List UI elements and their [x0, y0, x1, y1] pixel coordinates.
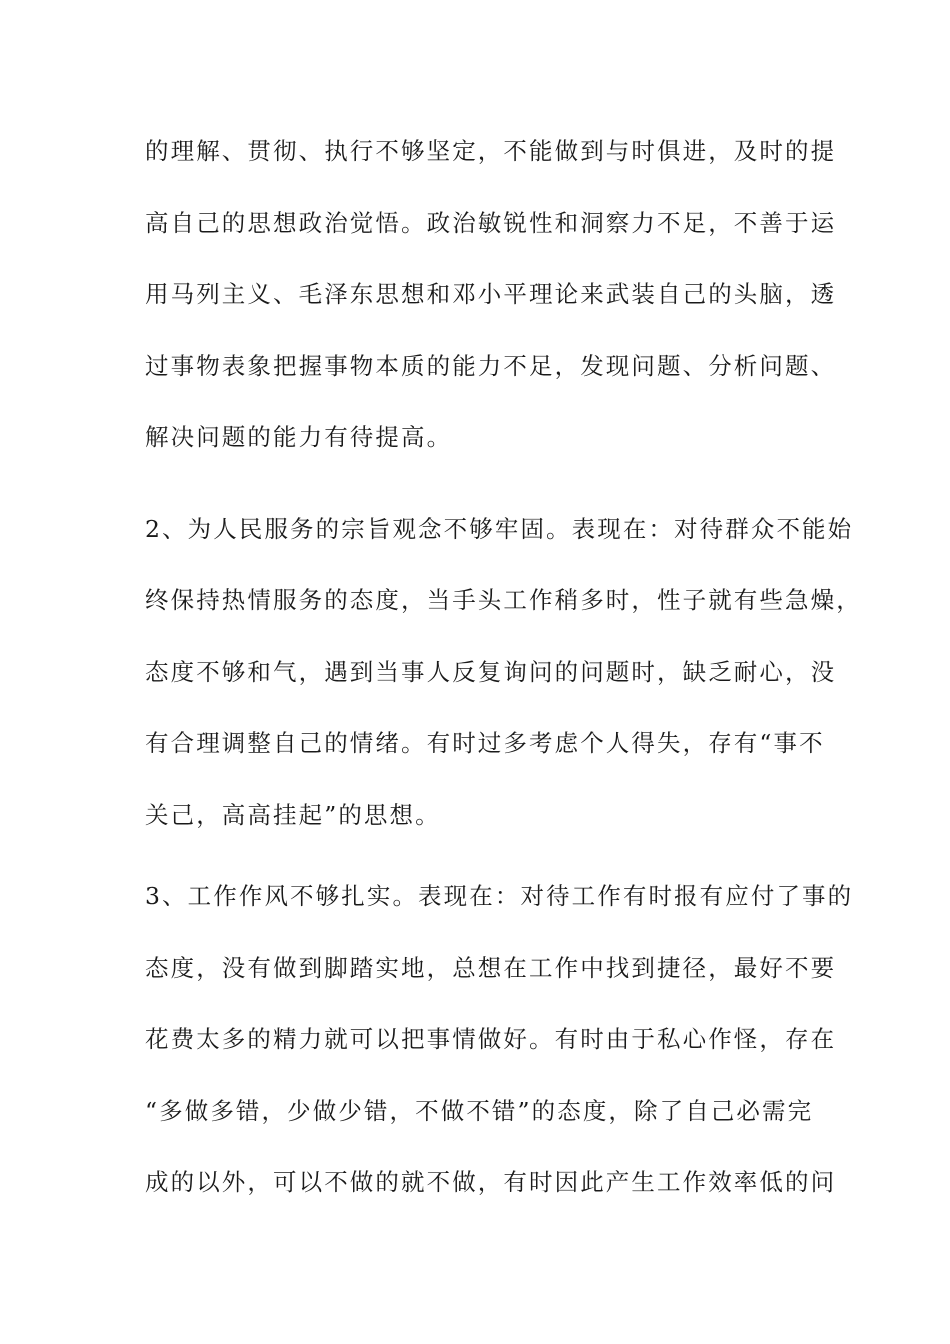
text-line: 有合理调整自己的情绪。有时过多考虑个人得失，存有“事不	[145, 729, 825, 757]
text-line: 终保持热情服务的态度，当手头工作稍多时，性子就有些急燥，	[145, 586, 862, 614]
paragraph-3-start: 3、工作作风不够扎实。表现在：对待工作有时报有应付了事的	[145, 882, 854, 910]
text-line: 高自己的思想政治觉悟。政治敏锐性和洞察力不足，不善于运	[145, 209, 837, 237]
text-line: 的理解、贯彻、执行不够坚定，不能做到与时俱进，及时的提	[145, 137, 837, 165]
text-line: 成的以外，可以不做的就不做，有时因此产生工作效率低的问	[145, 1168, 837, 1196]
text-line: “多做多错，少做少错，不做不错”的态度，除了自己必需完	[145, 1097, 814, 1125]
text-line: 花费太多的精力就可以把事情做好。有时由于私心作怪，存在	[145, 1025, 837, 1053]
text-line: 用马列主义、毛泽东思想和邓小平理论来武装自己的头脑，透	[145, 280, 837, 308]
paragraph-2-start: 2、为人民服务的宗旨观念不够牢固。表现在：对待群众不能始	[145, 515, 854, 543]
text-line: 解决问题的能力有待提高。	[145, 423, 453, 451]
text-line: 过事物表象把握事物本质的能力不足，发现问题、分析问题、	[145, 352, 837, 380]
text-line: 关己，高高挂起”的思想。	[145, 801, 441, 829]
text-line: 态度，没有做到脚踏实地，总想在工作中找到捷径，最好不要	[145, 954, 837, 982]
text-line: 态度不够和气，遇到当事人反复询问的问题时，缺乏耐心，没	[145, 658, 837, 686]
